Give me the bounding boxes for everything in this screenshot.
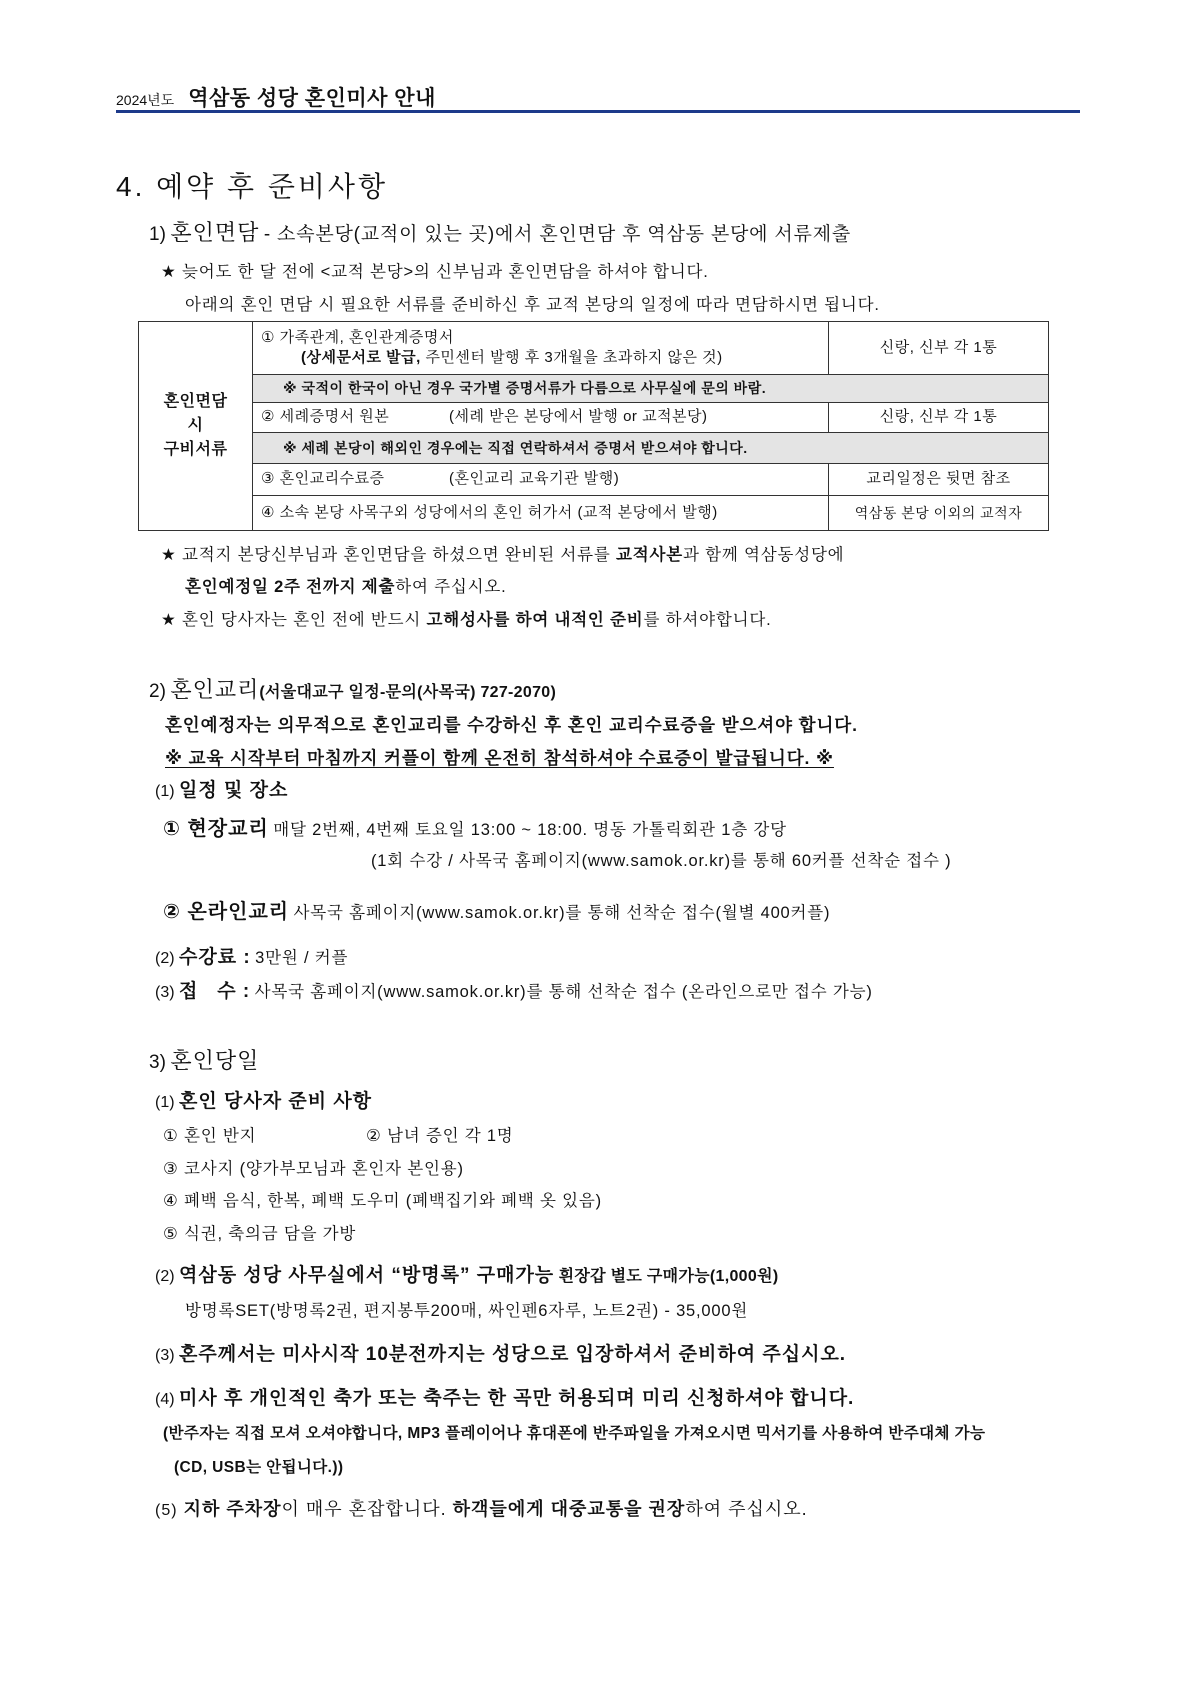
document-quantity: 신랑, 신부 각 1통 <box>829 403 1049 433</box>
class-requirement: 혼인예정자는 의무적으로 혼인교리를 수강하신 후 혼인 교리수료증을 받으셔야 합니다. <box>165 715 858 735</box>
schedule-number: (1) <box>155 783 175 800</box>
guestbook-set: 방명록SET(방명록2권, 편지봉투200매, 싸인펜6자루, 노트2권) - 35,000원 <box>185 1302 749 1320</box>
note-text: 과 함께 역삼동성당에 <box>683 546 845 564</box>
parking-text: 이 매우 혼잡합니다. <box>281 1499 447 1519</box>
interview-subtitle: - 소속본당(교적이 있는 곳)에서 혼인면담 후 역삼동 본당에 서류제출 <box>263 224 851 245</box>
note-emphasis: 고해성사를 하여 내적인 준비 <box>426 611 644 629</box>
class-number: 2) <box>149 681 166 702</box>
prep-item: ④ 폐백 음식, 한복, 폐백 도우미 (폐백집기와 폐백 옷 있음) <box>163 1192 602 1210</box>
wedding-day-number: 3) <box>149 1052 166 1073</box>
class-title: 혼인교리 <box>170 677 260 702</box>
row-header-line: 시 <box>187 417 204 434</box>
class-heading <box>149 676 556 705</box>
submission-note-1 <box>161 545 844 566</box>
table-row <box>139 433 1049 464</box>
note-emphasis: 혼인예정일 2주 전까지 제출 <box>185 578 396 596</box>
song-note-2: (CD, USB는 안됩니다.)) <box>174 1459 344 1476</box>
fee-label: 수강료 : <box>179 947 251 968</box>
guestbook-notice <box>155 1264 778 1289</box>
document-detail: (혼인교리 교육기관 발행) <box>449 470 620 488</box>
prep-item: ③ 코사지 (양가부모님과 혼인자 본인용) <box>163 1160 464 1178</box>
wedding-day-title: 혼인당일 <box>170 1048 260 1073</box>
row-header-line: 혼인면담 <box>163 393 228 410</box>
online-label: ② 온라인교리 <box>163 901 290 923</box>
table-row-header <box>139 322 253 531</box>
header-title: 역삼동 성당 혼인미사 안내 <box>188 87 436 110</box>
onsite-note: (1회 수강 / 사목국 홈페이지(www.samok.or.kr)를 통해 60커플 선착순 접수 ) <box>371 852 952 870</box>
song-notice <box>155 1387 854 1412</box>
table-row <box>139 496 1049 531</box>
section-title: 4. 예약 후 준비사항 <box>116 171 389 202</box>
table-row <box>139 375 1049 403</box>
parking-notice <box>155 1498 808 1522</box>
song-text: 미사 후 개인적인 축가 또는 축주는 한 곡만 허용되며 미리 신청하셔야 합니다. <box>179 1388 855 1409</box>
prep-item: ① 혼인 반지 <box>163 1127 257 1145</box>
document-quantity: 교리일정은 뒷면 참조 <box>829 464 1049 496</box>
document-item: ③ 혼인교리수료증 <box>261 470 385 488</box>
interview-title: 혼인면담 <box>170 220 260 245</box>
parking-number: (5) <box>155 1502 178 1519</box>
guestbook-text: 역삼동 성당 사무실에서 “방명록” 구매가능 <box>179 1265 555 1286</box>
row-header-line: 구비서류 <box>163 441 228 458</box>
header-rule <box>116 110 1080 113</box>
online-detail: 사목국 홈페이지(www.samok.or.kr)를 통해 선착순 접수(월별 400커플) <box>293 904 831 922</box>
document-quantity: 역삼동 본당 이외의 교적자 <box>829 496 1049 531</box>
document-item: ② 세례증명서 원본 <box>261 408 390 426</box>
parking-emphasis: 지하 주차장 <box>183 1499 282 1519</box>
guestbook-number: (2) <box>155 1268 175 1285</box>
song-note-1: (반주자는 직접 모셔 오셔야합니다, MP3 플레이어나 휴대폰에 반주파일을 가져오시면 믹서기를 사용하여 반주대체 가능 <box>163 1425 986 1442</box>
gloves-text: 흰장갑 별도 구매가능(1,000원) <box>558 1268 779 1285</box>
document-quantity: 신랑, 신부 각 1통 <box>829 322 1049 375</box>
table-row <box>139 464 1049 496</box>
document-cell <box>253 464 829 496</box>
document-cell <box>253 322 829 375</box>
class-attendance-notice: ※ 교육 시작부터 마침까지 커플이 함께 온전히 참석하셔야 수료증이 발급됩니다. ※ <box>165 748 834 768</box>
schedule-heading <box>155 779 288 804</box>
parents-number: (3) <box>155 1347 175 1364</box>
onsite-detail: 매달 2번째, 4번째 토요일 13:00 ~ 18:00. 명동 가톨릭회관 1층 강당 <box>273 821 787 839</box>
interview-intro-1: ★ 늦어도 한 달 전에 <교적 본당>의 신부님과 혼인면담을 하셔야 합니다. <box>161 263 709 281</box>
wedding-day-heading <box>149 1047 259 1076</box>
onsite-class <box>163 816 787 842</box>
document-detail-rest: 주민센터 발행 후 3개월을 초과하지 않은 것) <box>425 349 723 366</box>
parents-text: 혼주께서는 미사시작 10분전까지는 성당으로 입장하셔서 준비하여 주십시오. <box>179 1344 847 1365</box>
interview-intro-2: 아래의 혼인 면담 시 필요한 서류를 준비하신 후 교적 본당의 일정에 따라 면담하시면 됩니다. <box>185 296 880 314</box>
note-text: ★ 혼인 당사자는 혼인 전에 반드시 <box>161 611 422 629</box>
registration-number: (3) <box>155 984 175 1001</box>
prep-label: 혼인 당사자 준비 사항 <box>179 1091 373 1112</box>
submission-note-2 <box>185 577 506 598</box>
song-number: (4) <box>155 1391 175 1408</box>
prep-item: ② 남녀 증인 각 1명 <box>366 1127 514 1145</box>
onsite-label: ① 현장교리 <box>163 818 269 840</box>
schedule-label: 일정 및 장소 <box>179 780 289 801</box>
class-contact: (서울대교구 일정-문의(사목국) 727-2070) <box>259 684 557 701</box>
prep-number: (1) <box>155 1094 175 1111</box>
document-cell: ④ 소속 본당 사목구외 성당에서의 혼인 허가서 (교적 본당에서 발행) <box>253 496 829 531</box>
prep-heading <box>155 1090 372 1115</box>
document-detail-bold: (상세문서로 발급, <box>301 349 421 366</box>
required-documents-table <box>138 321 1049 531</box>
table-row <box>139 403 1049 433</box>
registration-label: 접 수 : <box>179 981 251 1002</box>
class-registration <box>155 980 873 1005</box>
table-notice: ※ 세례 본당이 해외인 경우에는 직접 연락하셔서 증명서 받으셔야 합니다. <box>253 433 1049 464</box>
note-text: ★ 교적지 본당신부님과 혼인면담을 하셨으면 완비된 서류를 <box>161 546 611 564</box>
class-fee <box>155 946 348 971</box>
note-text: 하여 주십시오. <box>395 578 507 596</box>
document-item: ① 가족관계, 혼인관계증명서 <box>261 328 454 346</box>
online-class <box>163 899 830 925</box>
registration-value: 사목국 홈페이지(www.samok.or.kr)를 통해 선착순 접수 (온라인으로만 접수 가능) <box>254 983 873 1001</box>
table-notice: ※ 국적이 한국이 아닌 경우 국가별 증명서류가 다름으로 사무실에 문의 바람. <box>253 375 1049 403</box>
note-emphasis: 교적사본 <box>616 546 683 564</box>
fee-value: 3만원 / 커플 <box>255 949 349 967</box>
document-detail: (세례 받은 본당에서 발행 or 교적본당) <box>449 408 708 426</box>
table-row <box>139 322 1049 375</box>
parents-notice <box>155 1343 846 1368</box>
header-year: 2024년도 <box>116 92 175 108</box>
note-text: 를 하셔야합니다. <box>643 611 772 629</box>
prep-item: ⑤ 식권, 축의금 담을 가방 <box>163 1225 357 1243</box>
interview-number: 1) <box>149 224 166 245</box>
submission-note-3 <box>161 610 772 631</box>
fee-number: (2) <box>155 950 175 967</box>
document-cell <box>253 403 829 433</box>
parking-emphasis: 하객들에게 대중교통을 권장 <box>452 1499 686 1519</box>
parking-text: 하여 주십시오. <box>685 1499 808 1519</box>
interview-heading <box>149 219 851 248</box>
document-detail <box>261 348 820 368</box>
